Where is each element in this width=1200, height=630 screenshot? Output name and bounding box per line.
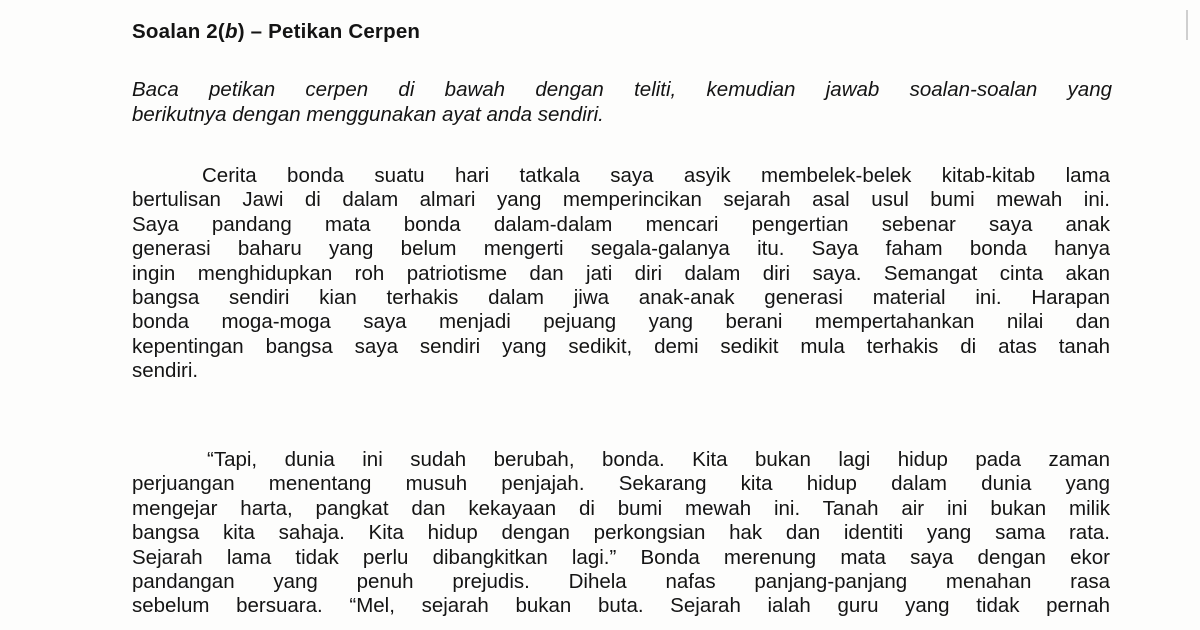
paragraph-2-line-5: Sejarah lama tidak perlu dibangkitkan lagi.” Bonda merenung mata saya dengan ekor: [132, 545, 1110, 569]
story-paragraph-1: [132, 164, 1110, 384]
paragraph-1-line-2: bertulisan Jawi di dalam almari yang memperincikan sejarah asal usul bumi mewah ini.: [132, 188, 1110, 212]
heading-italic-letter: b: [224, 20, 238, 43]
paragraph-2-line-2: perjuangan menentang musuh penjajah. Sekarang kita hidup dalam dunia yang: [132, 472, 1110, 496]
paragraph-1-line-8: kepentingan bangsa saya sendiri yang sedikit, demi sedikit mula terhakis di atas tanah: [132, 334, 1110, 358]
paragraph-1-line-6: bangsa sendiri kian terhakis dalam jiwa anak-anak generasi material ini. Harapan: [132, 285, 1110, 309]
heading-suffix: ) – Petikan Cerpen: [237, 20, 421, 43]
paragraph-2-line-6: pandangan yang penuh prejudis. Dihela nafas panjang-panjang menahan rasa: [132, 569, 1110, 593]
paragraph-2-line-1: “Tapi, dunia ini sudah berubah, bonda. Kita bukan lagi hidup pada zaman: [207, 448, 1110, 471]
instruction-text: [132, 77, 1112, 127]
paragraph-1-line-3: Saya pandang mata bonda dalam-dalam mencari pengertian sebenar saya anak: [132, 212, 1110, 236]
paragraph-2-line-7: sebelum bersuara. “Mel, sejarah bukan buta. Sejarah ialah guru yang tidak pernah: [132, 594, 1110, 618]
heading-prefix: Soalan 2(: [132, 20, 225, 43]
story-paragraph-2: [132, 448, 1110, 619]
paragraph-1-line-7: bonda moga-moga saya menjadi pejuang yang berani mempertahankan nilai dan: [132, 310, 1110, 334]
instruction-line-2: berikutnya dengan menggunakan ayat anda sendiri.: [132, 103, 604, 126]
paragraph-2-line-3: mengejar harta, pangkat dan kekayaan di bumi mewah ini. Tanah air ini bukan milik: [132, 496, 1110, 520]
question-heading: [132, 20, 420, 44]
paragraph-2-line-4: bangsa kita sahaja. Kita hidup dengan perkongsian hak dan identiti yang sama rata.: [132, 521, 1110, 545]
paragraph-1-line-9: sendiri.: [132, 359, 199, 383]
paragraph-1-line-4: generasi baharu yang belum mengerti segala-galanya itu. Saya faham bonda hanya: [132, 237, 1110, 261]
paragraph-1-line-5: ingin menghidupkan roh patriotisme dan jati diri dalam diri saya. Semangat cinta akan: [132, 261, 1110, 285]
scan-edge-mark: [1186, 10, 1188, 40]
instruction-line-1: Baca petikan cerpen di bawah dengan teliti, kemudian jawab soalan-soalan yang: [132, 78, 1112, 101]
paragraph-1-line-1: Cerita bonda suatu hari tatkala saya asyik membelek-belek kitab-kitab lama: [202, 164, 1110, 187]
